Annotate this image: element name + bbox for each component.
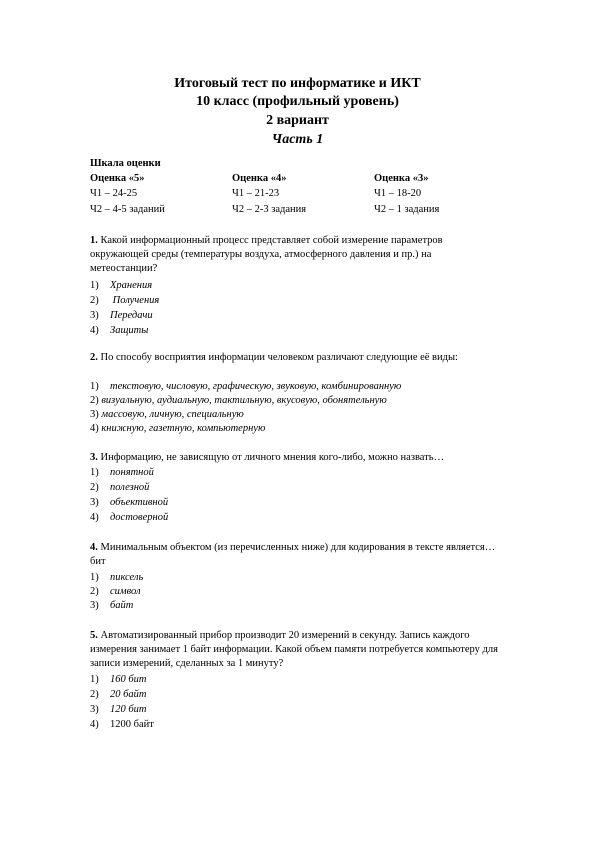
- option-text: книжную, газетную, компьютерную: [101, 423, 266, 434]
- question-1: [90, 234, 500, 276]
- q3-option-2: [90, 481, 149, 495]
- grading-scale-label: Шкала оценки: [90, 158, 161, 169]
- q1-option-1: [90, 279, 152, 293]
- option-text: пиксель: [110, 572, 144, 583]
- question-2: [90, 351, 500, 365]
- option-number: 3): [90, 409, 99, 420]
- option-number: 4): [90, 423, 99, 434]
- option-number: 2): [90, 395, 99, 406]
- option-number: 2): [90, 482, 99, 493]
- option-text: 20 байт: [110, 689, 147, 700]
- question-text: Какой информационный процесс представляет собой измерение параметров окружающей среды (температуры воздуха, атмосферного давления и пр.) на метеостанции?: [90, 235, 443, 274]
- q5-option-1: [90, 673, 147, 687]
- option-text: 1200 байт: [110, 719, 154, 730]
- question-text: Минимальным объектом (из перечисленных ниже) для кодирования в тексте является…бит: [90, 542, 496, 567]
- option-number: 1): [90, 381, 99, 392]
- option-text: символ: [110, 586, 141, 597]
- question-text: Информацию, не зависящую от личного мнения кого-либо, можно назвать…: [97, 452, 445, 463]
- question-number: 3.: [90, 452, 98, 463]
- option-number: 4): [90, 325, 99, 336]
- q3-option-1: [90, 466, 154, 480]
- grade-4-heading: Оценка «4»: [232, 173, 287, 184]
- grade-3-part1: Ч1 – 18-20: [374, 188, 422, 199]
- option-text: полезной: [110, 482, 150, 493]
- question-number: 2.: [90, 352, 98, 363]
- grade-4-part1: Ч1 – 21-23: [232, 188, 280, 199]
- question-text: По способу восприятия информации человеком различают следующие её виды:: [97, 352, 458, 363]
- option-number: 2): [90, 689, 99, 700]
- option-text: текстовую, числовую, графическую, звуковую, комбинированную: [110, 381, 402, 392]
- grade-3-heading: Оценка «3»: [374, 173, 429, 184]
- option-number: 1): [90, 467, 99, 478]
- test-title: Итоговый тест по информатике и ИКТ: [174, 76, 421, 91]
- option-number: 3): [90, 704, 99, 715]
- grade-5-part2: Ч2 – 4-5 заданий: [90, 204, 165, 215]
- option-number: 4): [90, 512, 99, 523]
- q5-option-3: [90, 703, 147, 717]
- q4-option-1: [90, 571, 143, 585]
- option-number: 3): [90, 497, 99, 508]
- option-text: массовую, личную, специальную: [101, 409, 244, 420]
- option-text: объективной: [110, 497, 169, 508]
- option-number: 1): [90, 674, 99, 685]
- variant: 2 вариант: [266, 113, 329, 128]
- q1-option-2: [90, 294, 159, 308]
- option-number: 1): [90, 572, 99, 583]
- option-text: байт: [110, 600, 134, 611]
- grade-5-part1: Ч1 – 24-25: [90, 188, 138, 199]
- question-4: [90, 541, 500, 569]
- question-number: 4.: [90, 542, 98, 553]
- question-3: [90, 451, 500, 465]
- part-heading: Часть 1: [271, 132, 324, 147]
- q2-option-1: [90, 380, 401, 394]
- option-text: визуальную, аудиальную, тактильную, вкусовую, обонятельную: [101, 395, 387, 406]
- option-text: Защиты: [110, 325, 149, 336]
- option-number: 1): [90, 280, 99, 291]
- option-text: Получения: [110, 295, 160, 306]
- q1-option-3: [90, 309, 153, 323]
- option-text: достоверной: [110, 512, 169, 523]
- grade-5-heading: Оценка «5»: [90, 173, 145, 184]
- question-text: Автоматизированный прибор производит 20 измерений в секунду. Запись каждого измерения занимает 1 байт информации. Какой объем памяти потребуется компьютеру для записи измерений, сделанных за 1 минуту?: [90, 630, 498, 669]
- option-text: Хранения: [110, 280, 153, 291]
- q2-option-4: [90, 422, 265, 436]
- q1-option-4: [90, 324, 148, 338]
- option-text: понятной: [110, 467, 154, 478]
- q4-option-2: [90, 585, 141, 599]
- question-5: [90, 629, 500, 671]
- option-number: 3): [90, 600, 99, 611]
- option-text: 160 бит: [110, 674, 147, 685]
- question-number: 1.: [90, 235, 98, 246]
- option-text: 120 бит: [110, 704, 147, 715]
- q2-option-2: [90, 394, 387, 408]
- q5-option-2: [90, 688, 147, 702]
- option-number: 2): [90, 586, 99, 597]
- option-number: 4): [90, 719, 99, 730]
- grade-4-part2: Ч2 – 2-3 задания: [232, 204, 307, 215]
- option-number: 3): [90, 310, 99, 321]
- question-number: 5.: [90, 630, 98, 641]
- q2-option-3: [90, 408, 244, 422]
- grade-level: 10 класс (профильный уровень): [196, 94, 399, 109]
- q3-option-4: [90, 511, 168, 525]
- q3-option-3: [90, 496, 168, 510]
- grade-3-part2: Ч2 – 1 задания: [374, 204, 440, 215]
- q5-option-4: [90, 718, 154, 732]
- q4-option-3: [90, 599, 133, 613]
- option-text: Передачи: [110, 310, 153, 321]
- option-number: 2): [90, 295, 99, 306]
